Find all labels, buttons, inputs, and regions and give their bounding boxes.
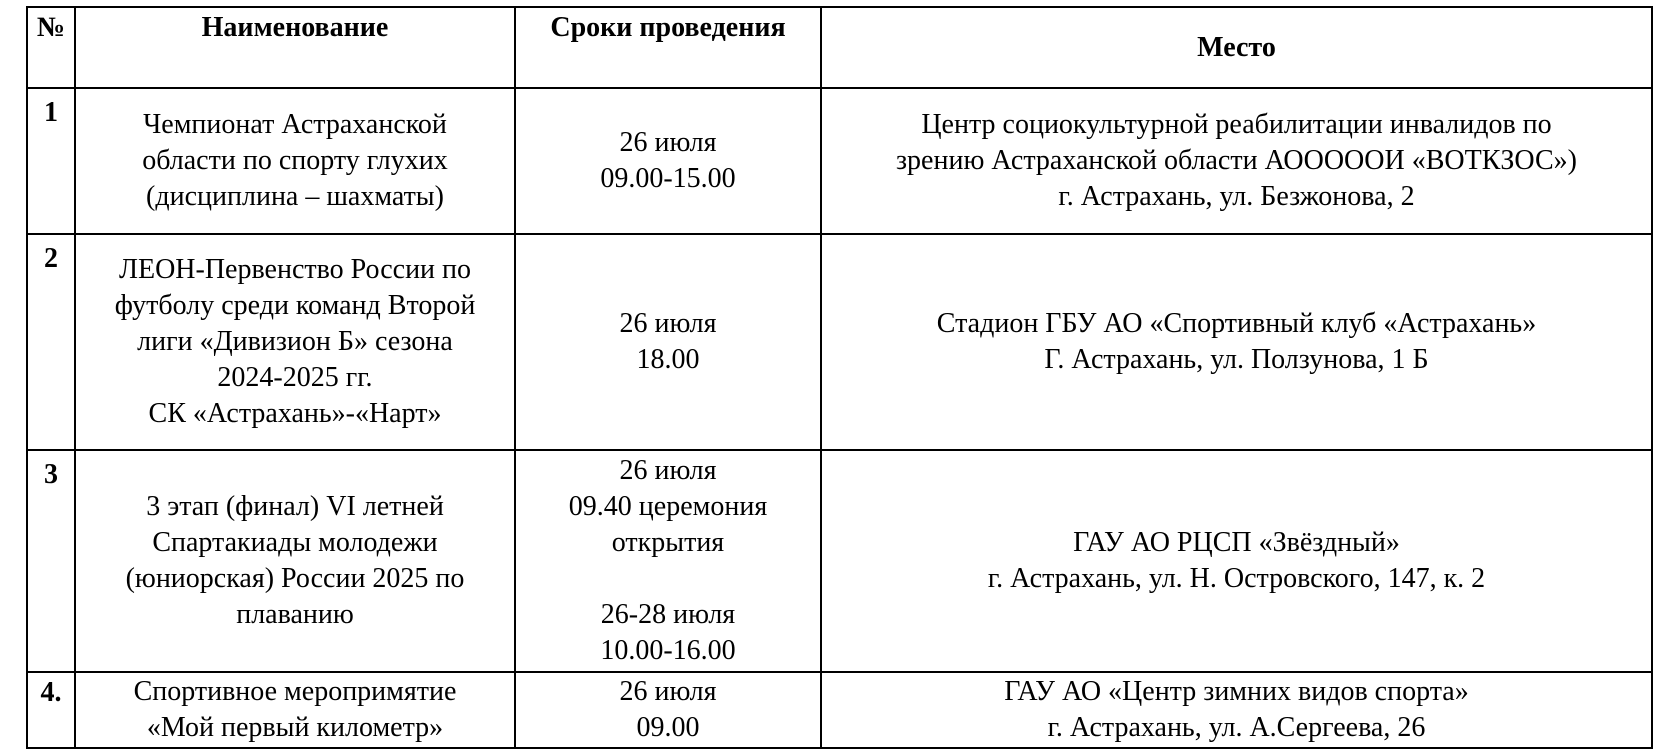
header-dates: Сроки проведения	[515, 7, 821, 88]
event-date-line: открытия	[611, 527, 725, 558]
date-spacer	[516, 561, 820, 597]
event-name-line: 3 этап (финал) VI летней	[146, 491, 444, 522]
event-date-line: 26 июля	[619, 127, 717, 158]
row-number: 2	[27, 234, 75, 450]
event-place	[821, 88, 1652, 234]
event-name-line: СК «Астрахань»-«Нарт»	[148, 398, 442, 429]
event-date-line: 09.40 церемония	[568, 491, 768, 522]
event-place	[821, 234, 1652, 450]
event-name-line: ЛЕОН-Первенство России по	[118, 254, 472, 285]
event-name-line: области по спорту глухих	[142, 145, 448, 176]
event-place-line: г. Астрахань, ул. А.Сергеева, 26	[1047, 712, 1426, 743]
event-date-line: 09.00-15.00	[600, 163, 736, 194]
event-dates	[515, 88, 821, 234]
events-table	[26, 6, 1653, 749]
event-name-line: «Мой первый километр»	[146, 712, 444, 743]
event-name	[75, 450, 515, 672]
event-name	[75, 88, 515, 234]
event-place-line: Центр социокультурной реабилитации инвалидов по	[921, 109, 1552, 140]
event-place-line: зрению Астраханской области АОООООИ «ВОТКЗОС»)	[896, 145, 1577, 176]
table-row	[27, 88, 1652, 234]
event-place-line: г. Астрахань, ул. Н. Островского, 147, к. 2	[987, 563, 1486, 594]
event-date-line: 18.00	[636, 344, 700, 375]
header-row	[27, 7, 1652, 88]
event-place-line: г. Астрахань, ул. Безжонова, 2	[1058, 181, 1415, 212]
event-date-line: 10.00-16.00	[600, 635, 736, 666]
event-date-line: 09.00	[636, 712, 700, 743]
event-place	[821, 672, 1652, 748]
event-date-line: 26-28 июля	[600, 599, 736, 630]
event-date-line: 26 июля	[619, 676, 717, 707]
event-name-line: Спартакиады молодежи	[152, 527, 438, 558]
event-name-line: 2024-2025 гг.	[217, 362, 373, 393]
event-dates	[515, 672, 821, 748]
event-name	[75, 234, 515, 450]
event-dates	[515, 450, 821, 672]
table-row	[27, 234, 1652, 450]
event-place-line: Г. Астрахань, ул. Ползунова, 1 Б	[1044, 344, 1429, 375]
table-row	[27, 450, 1652, 672]
event-name-line: Спортивное меропримятие	[133, 676, 457, 707]
event-place-line: ГАУ АО «Центр зимних видов спорта»	[1004, 676, 1469, 707]
event-dates	[515, 234, 821, 450]
header-number: №	[27, 7, 75, 88]
event-name-line: лиги «Дивизион Б» сезона	[137, 326, 453, 357]
event-date-line: 26 июля	[619, 455, 717, 486]
event-name-line: (дисциплина – шахматы)	[146, 181, 444, 212]
header-name: Наименование	[75, 7, 515, 88]
event-name-line: Чемпионат Астраханской	[143, 109, 447, 140]
event-place	[821, 450, 1652, 672]
header-place: Место	[821, 7, 1652, 88]
row-number: 3	[27, 450, 75, 672]
event-name	[75, 672, 515, 748]
event-date-line: 26 июля	[619, 308, 717, 339]
event-name-line: (юниорская) России 2025 по	[125, 563, 465, 594]
event-place-line: ГАУ АО РЦСП «Звёздный»	[1073, 527, 1400, 558]
event-place-line: Стадион ГБУ АО «Спортивный клуб «Астрахань»	[936, 308, 1537, 339]
event-name-line: плаванию	[236, 599, 354, 630]
row-number: 4.	[27, 672, 75, 748]
event-name-line: футболу среди команд Второй	[114, 290, 476, 321]
row-number: 1	[27, 88, 75, 234]
table-row	[27, 672, 1652, 748]
